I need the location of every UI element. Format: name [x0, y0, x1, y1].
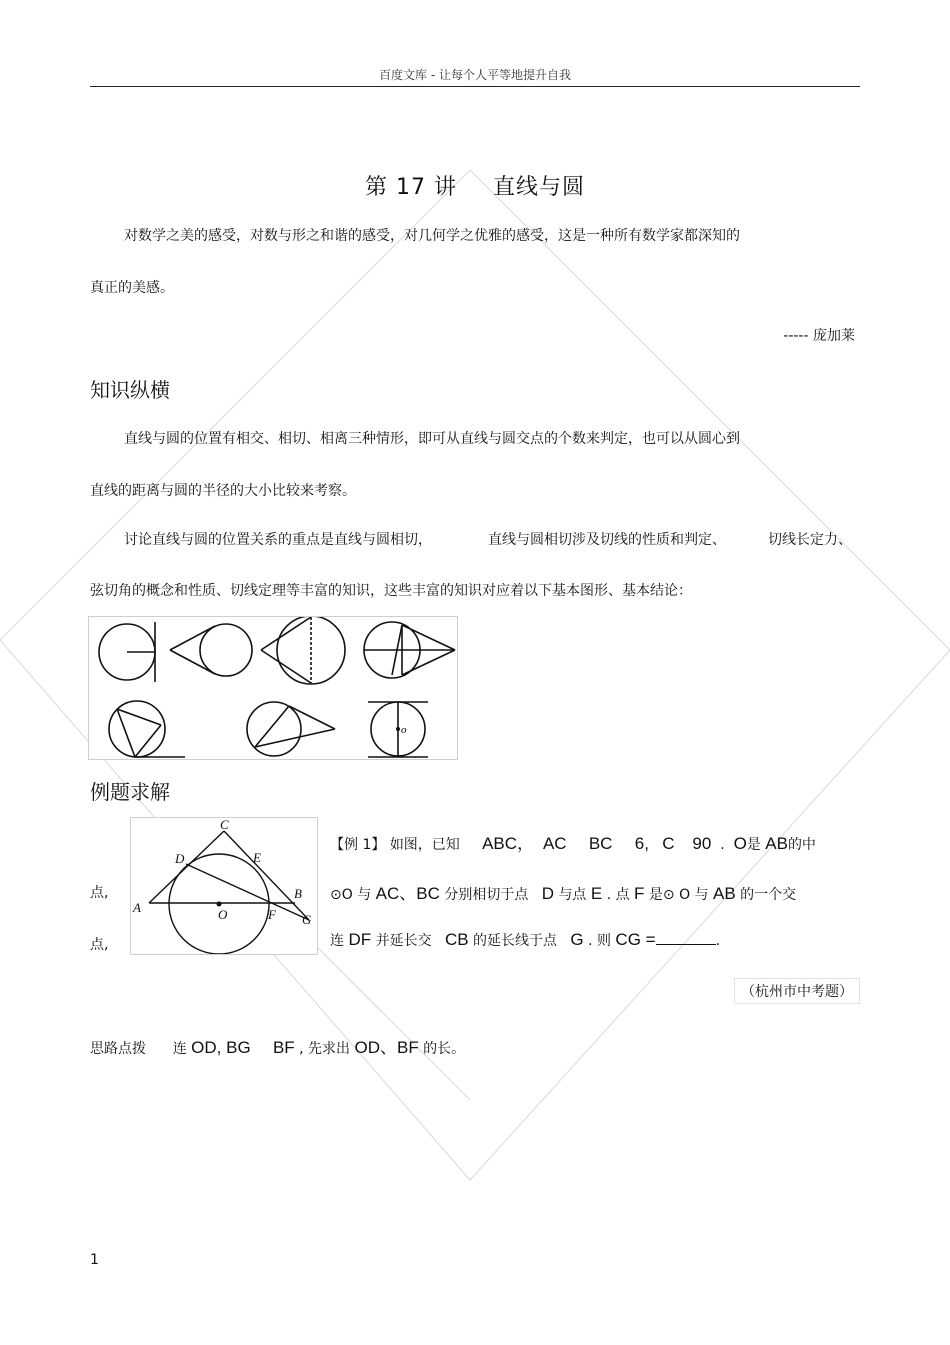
- section-heading-knowledge: 知识纵横: [90, 378, 170, 402]
- example-text: 的延长线于点: [473, 933, 558, 949]
- example-term: 6,: [634, 834, 649, 853]
- paragraph-1-line-1: 直线与圆的位置有相交、相切、相离三种情形，即可从直线与圆交点的个数来判定，也可以从圆心到: [124, 431, 740, 447]
- paragraph-2-line-2: 弦切角的概念和性质、切线定理等丰富的知识，这些丰富的知识对应着以下基本图形、基本结论：: [90, 583, 692, 599]
- page-header: 百度文库 - 让每个人平等地提升自我: [379, 68, 571, 82]
- hint-term: , BG: [216, 1038, 251, 1057]
- lecture-number: 第 17 讲: [365, 175, 457, 200]
- quote-line-2: 真正的美感。: [90, 280, 174, 296]
- example-term: ABC，: [482, 834, 535, 853]
- paragraph-2-line-1a: 讨论直线与圆的位置关系的重点是直线与圆相切，: [124, 532, 432, 548]
- fig-label-c: C: [220, 818, 229, 832]
- example-left-2: 点,: [90, 937, 109, 953]
- example-text: 是⊙: [648, 887, 675, 903]
- hint-term: BF: [272, 1038, 295, 1057]
- example-text: 连: [330, 933, 344, 949]
- fig-label-o: O: [218, 907, 228, 922]
- example-text: 并延长交: [375, 933, 432, 949]
- paragraph-1-line-2: 直线的距离与圆的半径的大小比较来考察。: [90, 483, 356, 499]
- fig-label-g: G: [302, 912, 312, 927]
- answer-blank: [656, 930, 716, 945]
- example-figure: [130, 817, 318, 955]
- example-term: DF: [348, 930, 372, 949]
- paragraph-2-line-1b: 直线与圆相切涉及切线的性质和判定、: [488, 532, 726, 548]
- example-term: G: [570, 930, 584, 949]
- hint-line: [90, 1033, 465, 1058]
- hint-text: , 先求出: [299, 1041, 351, 1057]
- example-text: 的一个交: [740, 887, 797, 903]
- example-term: O: [733, 834, 747, 853]
- example-text: 与: [357, 887, 372, 903]
- example-term: AB: [765, 834, 788, 853]
- header-rule: [90, 86, 860, 87]
- hint-term: OD、BF: [354, 1038, 419, 1057]
- example-term: O: [679, 887, 691, 903]
- example-term: AB: [713, 884, 736, 903]
- example-text: .: [715, 933, 721, 949]
- basic-figure-label-o: o: [401, 724, 407, 736]
- lecture-topic: 直线与圆: [492, 175, 585, 200]
- example-text: 是: [746, 837, 761, 853]
- example-source: （杭州市中考题）: [734, 978, 860, 1004]
- example-line-2: [330, 879, 796, 904]
- basic-figures: [88, 616, 458, 760]
- page-number: 1: [90, 1252, 99, 1268]
- fig-label-d: D: [175, 851, 185, 866]
- example-term: ⊙O: [330, 887, 353, 903]
- fig-label-f: F: [268, 907, 276, 922]
- example-term: CB: [444, 930, 469, 949]
- example-term: AC、BC: [375, 884, 440, 903]
- example-text: . 点: [606, 887, 630, 903]
- hint-text: 连: [172, 1041, 187, 1057]
- example-line-1: [330, 829, 816, 854]
- example-text: 与点: [558, 887, 587, 903]
- example-line-3: [330, 930, 720, 950]
- example-term: D: [541, 884, 554, 903]
- paragraph-2-line-1c: 切线长定力、: [768, 532, 852, 548]
- fig-label-b: B: [294, 886, 302, 901]
- example-term: E: [590, 884, 603, 903]
- lecture-title: [0, 170, 950, 201]
- example-text: 如图，已知: [389, 837, 460, 853]
- example-term: BC: [588, 834, 613, 853]
- section-heading-examples: 例题求解: [90, 780, 170, 804]
- hint-text: 的长。: [423, 1041, 466, 1057]
- basic-figures-drawing: [89, 617, 457, 759]
- example-text: 与: [694, 887, 709, 903]
- hint-label: 思路点拨: [90, 1041, 146, 1057]
- fig-label-a: A: [133, 900, 141, 915]
- example-text: . 则: [588, 933, 611, 949]
- example-tag: 【例 1】: [330, 837, 386, 853]
- example-term: AC: [542, 834, 567, 853]
- example-text: 的中: [787, 837, 816, 853]
- example-text: 分别相切于点: [444, 887, 529, 903]
- example-term: 90: [692, 834, 712, 853]
- quote-line-1: 对数学之美的感受，对数与形之和谐的感受，对几何学之优雅的感受，这是一种所有数学家都深知的: [124, 228, 740, 244]
- quote-author: ----- 庞加莱: [783, 328, 855, 344]
- example-term: CG =: [615, 930, 656, 949]
- example-text: .: [720, 837, 725, 853]
- example-term: F: [634, 884, 645, 903]
- fig-label-e: E: [253, 850, 261, 865]
- example-term: C: [662, 834, 675, 853]
- hint-term: OD: [191, 1038, 217, 1057]
- example-left-1: 点,: [90, 885, 109, 901]
- example-figure-drawing: [131, 818, 317, 954]
